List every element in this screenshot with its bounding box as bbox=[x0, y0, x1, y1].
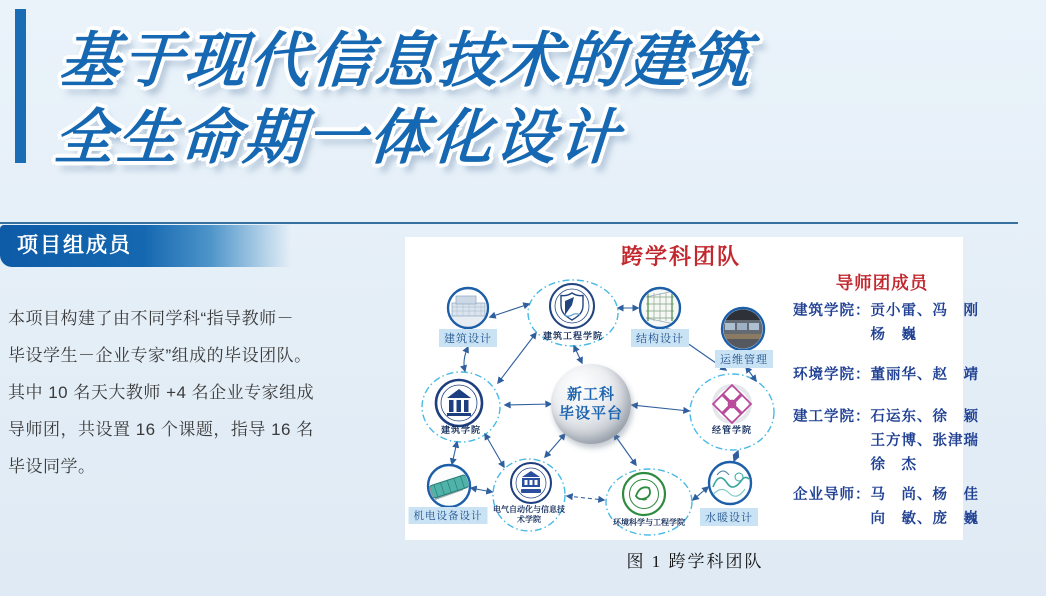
satellite-label-plumbing-design: 水暖设计 bbox=[700, 508, 758, 526]
mentor-group-label: 企业导师： bbox=[793, 487, 871, 503]
economics-management-college-emblem bbox=[713, 385, 751, 423]
satellite-label-structure-design: 结构设计 bbox=[631, 329, 689, 347]
college-label-civil-engineering: 建筑工程学院 bbox=[542, 331, 604, 341]
mentor-group-environment bbox=[793, 363, 979, 387]
satellite-label-architecture-design: 建筑设计 bbox=[439, 329, 497, 347]
mentor-names-line: 杨 巍 bbox=[870, 327, 917, 343]
mentor-names-line: 董丽华、赵 靖 bbox=[870, 367, 979, 383]
intro-line: 导师团，共设置 16 个课题，指导 16 名 bbox=[8, 420, 314, 439]
page-title bbox=[52, 22, 756, 176]
page-title-line2: 全生命期一体化设计 bbox=[51, 104, 624, 171]
mentor-names-line: 徐 杰 bbox=[870, 457, 917, 473]
section-divider-line bbox=[0, 222, 1018, 224]
mentor-group-civil bbox=[793, 405, 979, 477]
environmental-science-college-emblem bbox=[623, 473, 665, 515]
intro-line: 其中 10 名天大教师 +4 名企业专家组成 bbox=[8, 383, 315, 402]
section-banner bbox=[0, 225, 300, 267]
mentor-names-line: 马 尚、杨 佳 bbox=[870, 487, 979, 503]
mentor-names-line: 贡小雷、冯 刚 bbox=[870, 303, 979, 319]
college-label-economics: 经管学院 bbox=[711, 425, 753, 435]
mentor-names-line: 王方博、张津瑞 bbox=[870, 433, 979, 449]
satellite-label-mechanical-design: 机电设备设计 bbox=[409, 507, 488, 524]
intro-paragraph bbox=[8, 300, 408, 485]
intro-line: 毕设学生－企业专家”组成的毕设团队。 bbox=[8, 346, 312, 365]
college-label-architecture: 建筑学院 bbox=[440, 425, 482, 435]
mentor-group-label: 环境学院： bbox=[793, 367, 871, 383]
mentor-group-label: 建筑学院： bbox=[793, 303, 871, 319]
central-platform-line1: 新工科 bbox=[566, 386, 615, 403]
section-banner-label: 项目组成员 bbox=[17, 234, 132, 257]
architecture-college-emblem bbox=[436, 380, 482, 426]
mentor-names-line: 石运东、徐 颖 bbox=[870, 409, 979, 425]
mentor-group-enterprise bbox=[793, 483, 979, 531]
mentor-group-label: 建工学院： bbox=[793, 409, 871, 425]
figure-caption: 图 1 跨学科团队 bbox=[626, 552, 764, 571]
college-label-electrical bbox=[493, 505, 565, 524]
central-platform-line2: 毕设平台 bbox=[558, 405, 623, 422]
college-label-electrical-line1: 电气自动化与信息技 bbox=[493, 505, 565, 514]
intro-line: 毕设同学。 bbox=[8, 457, 96, 476]
intro-line: 本项目构建了由不同学科“指导教师－ bbox=[8, 309, 295, 328]
central-platform-node bbox=[551, 364, 631, 444]
mentor-names-line: 向 敏、庞 巍 bbox=[870, 511, 979, 527]
college-label-electrical-line2: 术学院 bbox=[517, 514, 541, 524]
title-accent-bar bbox=[15, 9, 26, 163]
figure-panel bbox=[405, 237, 979, 540]
mentor-group-architecture bbox=[793, 299, 979, 347]
satellite-label-operation-management: 运维管理 bbox=[715, 350, 773, 368]
civil-engineering-college-emblem bbox=[550, 284, 594, 328]
page-title-line1: 基于现代信息技术的建筑 bbox=[57, 27, 756, 94]
electrical-automation-college-emblem bbox=[511, 463, 551, 503]
mentor-panel-title: 导师团成员 bbox=[835, 273, 929, 293]
figure-title: 跨学科团队 bbox=[620, 244, 741, 269]
college-label-environment: 环境科学与工程学院 bbox=[613, 518, 685, 527]
